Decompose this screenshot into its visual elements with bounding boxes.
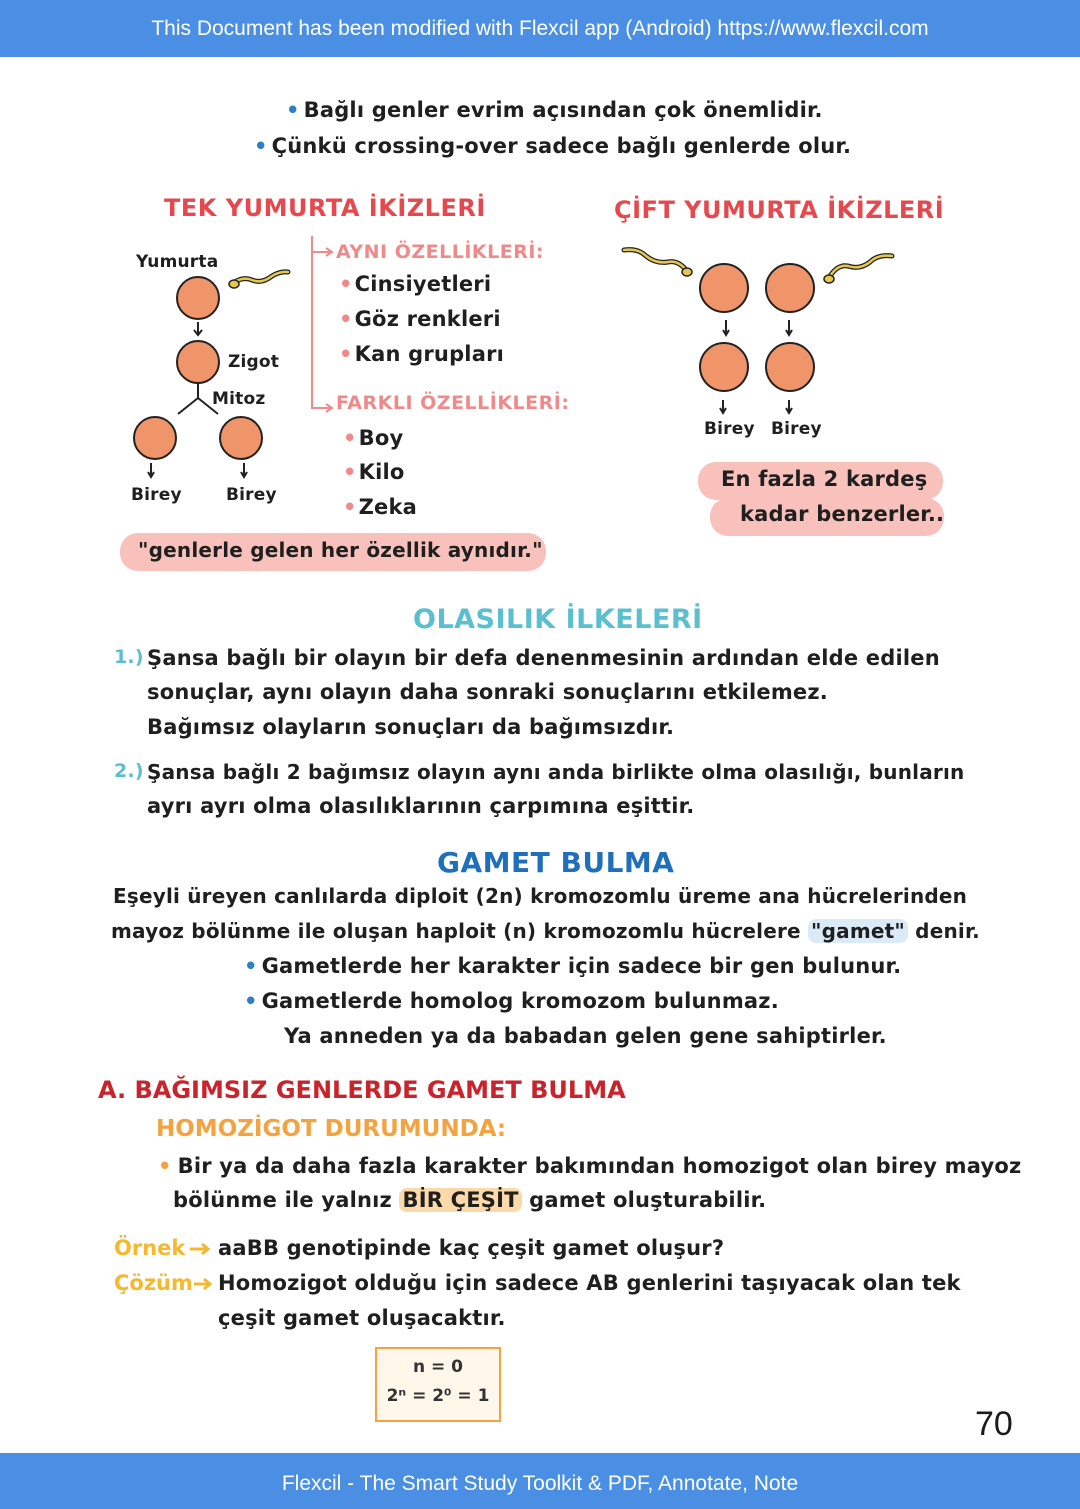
bir-cesit-highlight: BİR ÇEŞİT <box>399 1188 521 1212</box>
egg-cell-icon <box>700 264 748 312</box>
zygote-cell-icon <box>700 343 748 391</box>
homozigot-subtitle: HOMOZİGOT DURUMUNDA: <box>156 1116 507 1142</box>
label-birey: Birey <box>704 419 755 439</box>
cozum-line2: çeşit gamet oluşacaktır. <box>218 1306 506 1330</box>
olasilik-title: OLASILIK İLKELERİ <box>413 604 703 635</box>
formula-line2: 2ⁿ = 2⁰ = 1 <box>386 1386 490 1406</box>
ornek-label: Örnek <box>114 1236 186 1260</box>
olasilik-p2-number: 2.) <box>114 760 144 782</box>
olasilik-p1-number: 1.) <box>114 646 144 668</box>
label-birey: Birey <box>226 485 277 505</box>
formula-box <box>375 1347 501 1422</box>
farkli-item: • Zeka <box>343 495 417 519</box>
cozum-label: Çözüm <box>114 1271 193 1295</box>
ayni-item: • Göz renkleri <box>339 307 501 331</box>
gamet-bullet-2-cont: Ya anneden ya da babadan gelen gene sahiptirler. <box>284 1024 887 1048</box>
page-number: 70 <box>975 1405 1013 1443</box>
olasilik-p2-line: Şansa bağlı 2 bağımsız olayın aynı anda birlikte olma olasılığı, bunların <box>147 760 965 784</box>
cift-yumurta-note-line1: En fazla 2 kardeş <box>721 467 928 491</box>
zygote-cell-icon <box>766 343 814 391</box>
label-yumurta: Yumurta <box>136 252 219 272</box>
homozigot-bullet-line1: • Bir ya da daha fazla karakter bakımından homozigot olan birey mayoz <box>158 1154 1021 1178</box>
egg-cell-icon <box>766 264 814 312</box>
tek-yumurta-note: "genlerle gelen her özellik aynıdır." <box>138 538 543 562</box>
farkli-item: • Boy <box>343 426 403 450</box>
gamet-definition-line2: mayoz bölünme ile oluşan haploit (n) kromozomlu hücrelere "gamet" denir. <box>111 919 980 943</box>
olasilik-p1-line: Şansa bağlı bir olayın bir defa denenmesinin ardından elde edilen <box>147 646 940 670</box>
ayni-ozellikler-title: AYNI ÖZELLİKLERİ: <box>336 241 545 263</box>
zygote-cell-icon <box>177 341 219 383</box>
ayni-item: • Cinsiyetleri <box>339 272 491 296</box>
label-mitoz: Mitoz <box>212 389 266 409</box>
bagimsiz-title: A. BAĞIMSIZ GENLERDE GAMET BULMA <box>98 1076 626 1104</box>
intro-bullet-1: • Bağlı genler evrim açısından çok önemlidir. <box>286 98 823 122</box>
twin-cell-icon <box>134 417 176 459</box>
label-birey: Birey <box>771 419 822 439</box>
label-zigot: Zigot <box>228 352 280 372</box>
tek-yumurta-title: TEK YUMURTA İKİZLERİ <box>164 194 486 222</box>
label-birey: Birey <box>131 485 182 505</box>
olasilik-p1-line: Bağımsız olayların sonuçları da bağımsızdır. <box>147 715 675 739</box>
formula-line1: n = 0 <box>412 1357 463 1377</box>
gamet-highlight: "gamet" <box>808 919 908 943</box>
intro-bullet-2: • Çünkü crossing-over sadece bağlı genlerde olur. <box>254 134 851 158</box>
gamet-bullet-1: • Gametlerde her karakter için sadece bir gen bulunur. <box>244 954 901 978</box>
gamet-definition-line1: Eşeyli üreyen canlılarda diploit (2n) kromozomlu üreme ana hücrelerinden <box>113 884 968 908</box>
ayni-item: • Kan grupları <box>339 342 504 366</box>
egg-cell-icon <box>177 277 219 319</box>
gamet-bullet-2: • Gametlerde homolog kromozom bulunmaz. <box>244 989 779 1013</box>
twin-cell-icon <box>220 417 262 459</box>
farkli-item: • Kilo <box>343 460 405 484</box>
header-banner: This Document has been modified with Flexcil app (Android) https://www.flexcil.com <box>0 0 1080 57</box>
homozigot-bullet-line2: bölünme ile yalnız BİR ÇEŞİT gamet oluşturabilir. <box>173 1188 767 1212</box>
olasilik-p1-line: sonuçlar, aynı olayın daha sonraki sonuçlarını etkilemez. <box>147 680 828 704</box>
cift-yumurta-title: ÇİFT YUMURTA İKİZLERİ <box>614 196 945 224</box>
cift-yumurta-note-line2: kadar benzerler.. <box>740 502 945 526</box>
footer-banner: Flexcil - The Smart Study Toolkit & PDF, Annotate, Note <box>0 1453 1080 1509</box>
gamet-title: GAMET BULMA <box>437 846 675 879</box>
cozum-line1: Homozigot olduğu için sadece AB genlerini taşıyacak olan tek <box>218 1271 961 1295</box>
farkli-ozellikler-title: FARKLI ÖZELLİKLERİ: <box>336 392 570 414</box>
olasilik-p2-line: ayrı ayrı olma olasılıklarının çarpımına eşittir. <box>147 794 695 818</box>
ornek-text: aaBB genotipinde kaç çeşit gamet oluşur? <box>218 1236 725 1260</box>
